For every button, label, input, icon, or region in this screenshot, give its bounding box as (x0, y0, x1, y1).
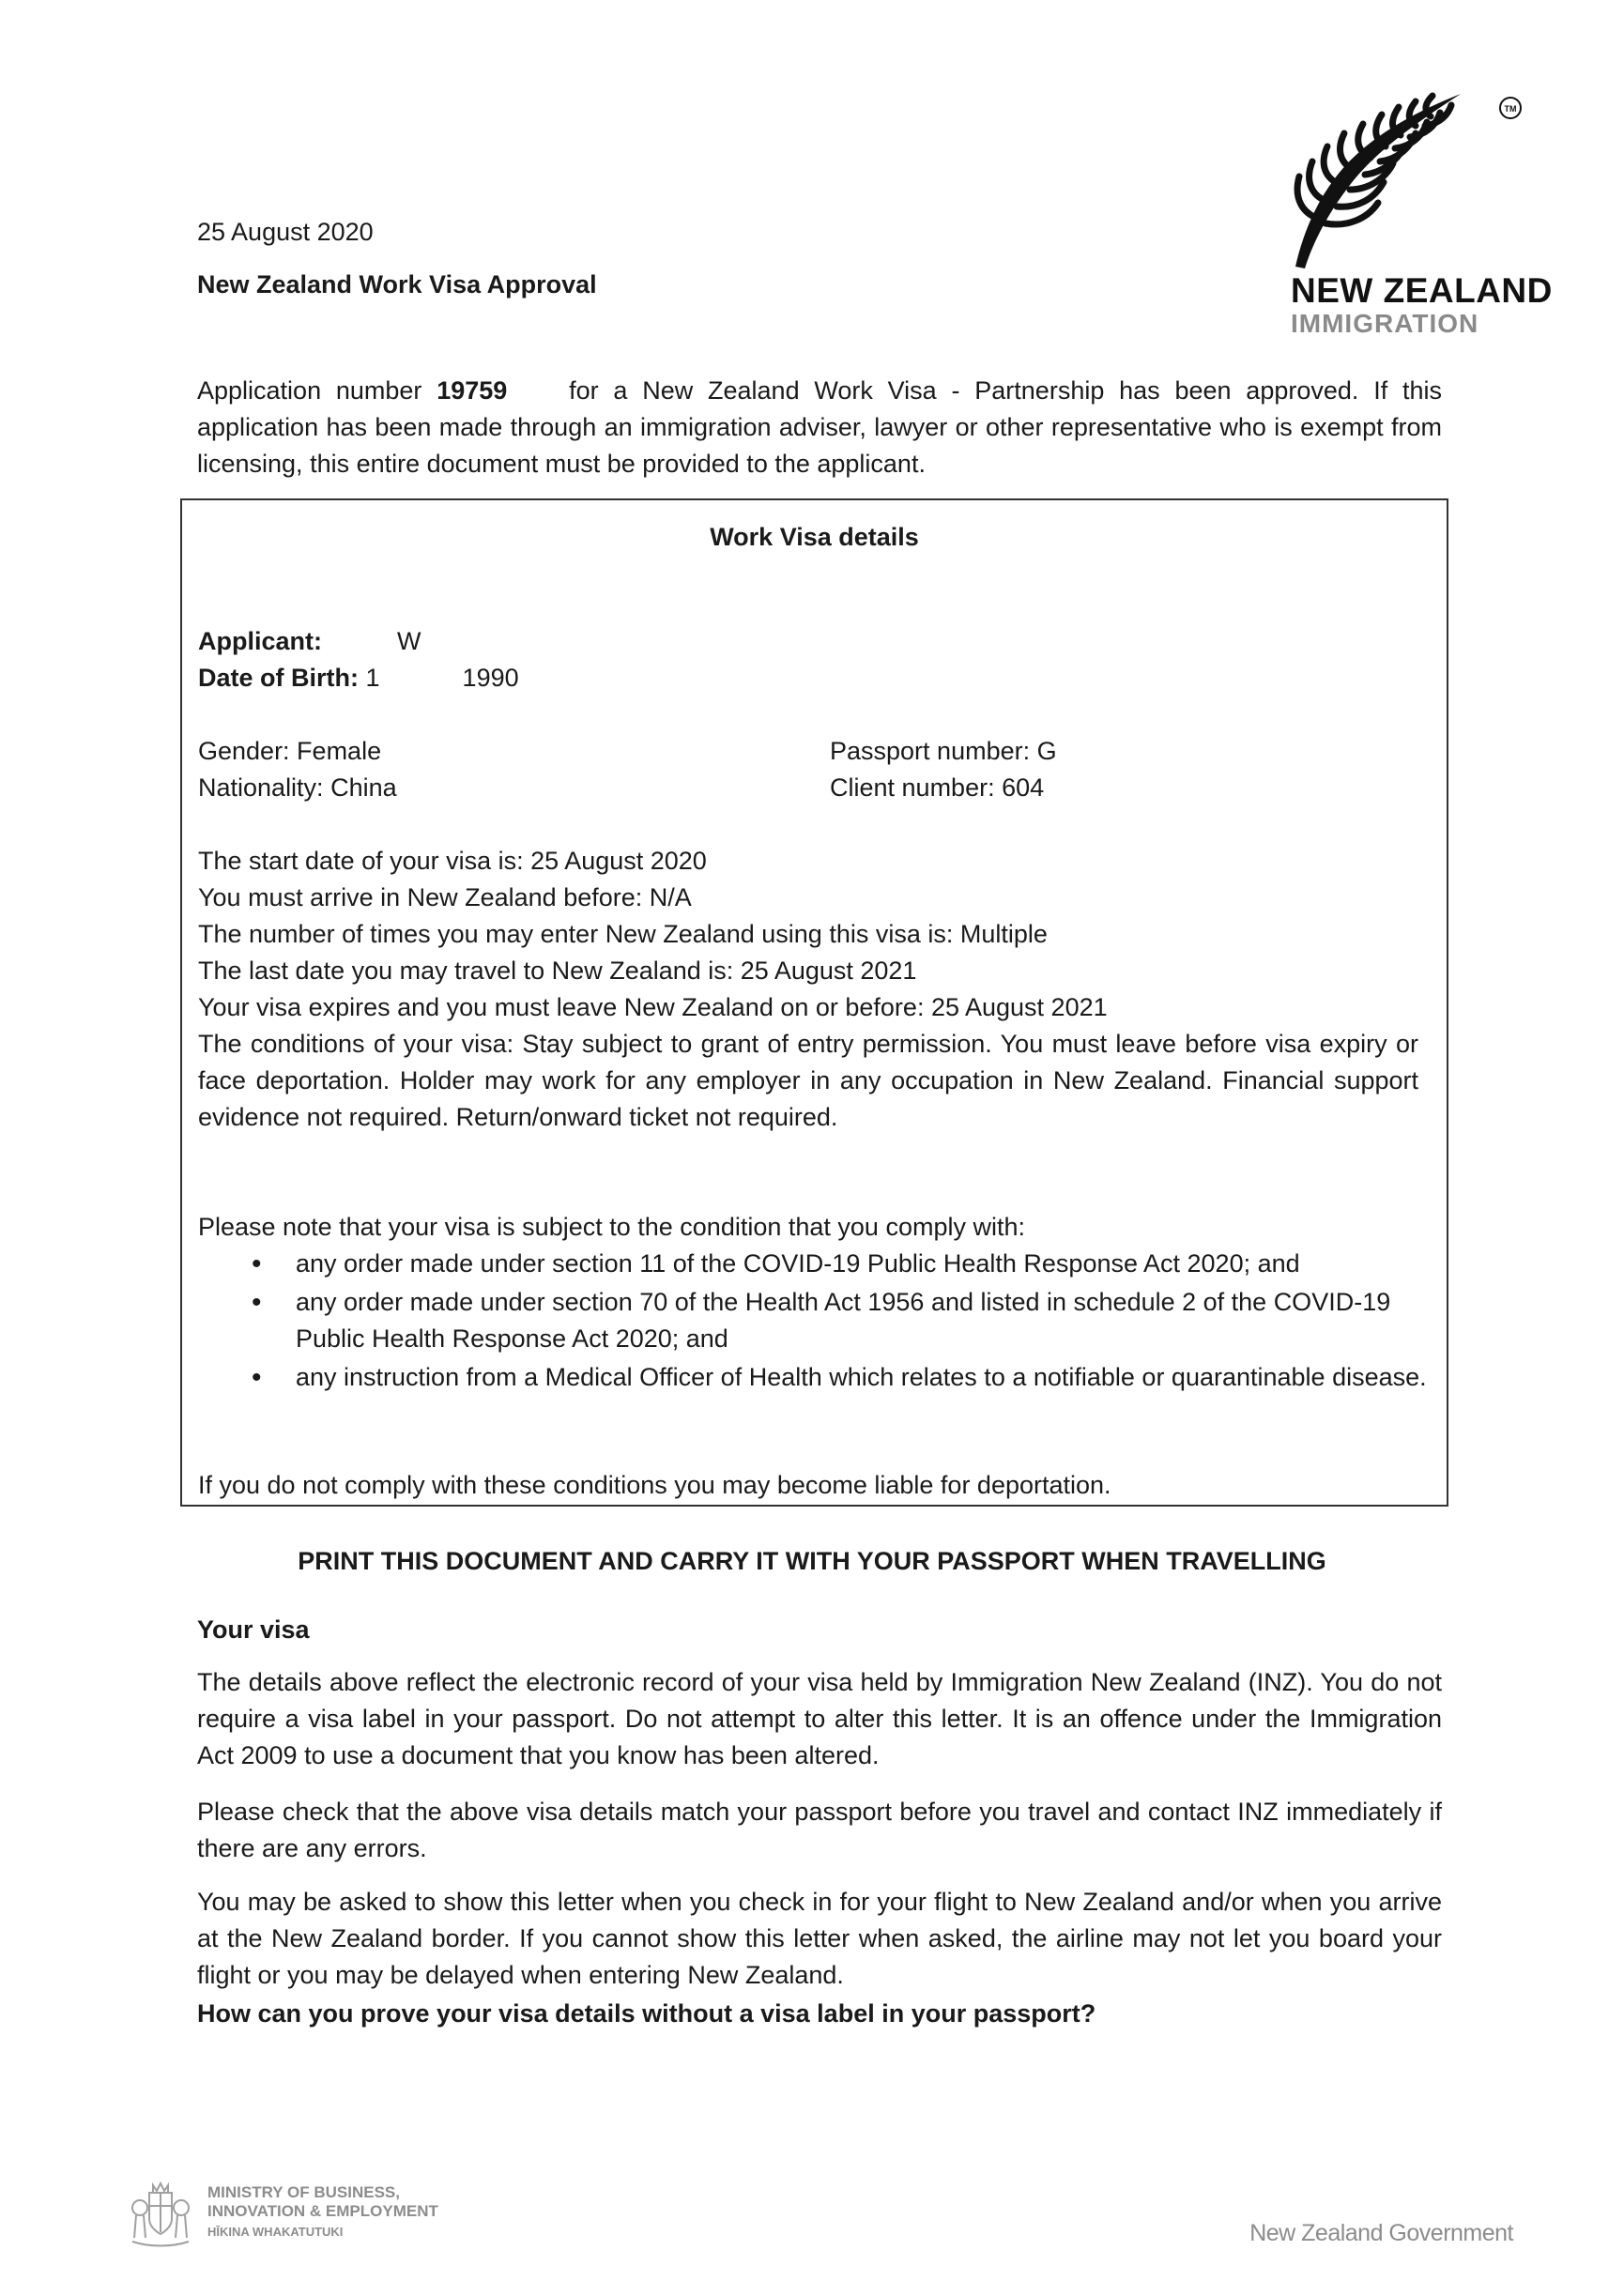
details-heading: Work Visa details (710, 523, 919, 551)
redaction (322, 631, 397, 655)
logo-text-immigration: IMMIGRATION (1291, 309, 1479, 338)
compliance-note: Please note that your visa is subject to the condition that you comply with: (198, 1213, 1025, 1241)
visa-conditions: The conditions of your visa: Stay subject to grant of entry permission. You must leave before visa expiry or face deportation. Holder may work for any employer in any occupation in New Zealand. Financial support evidence not required. Return/onward ticket not required. (198, 1030, 1418, 1131)
section-heading-question: How can you prove your visa details without a visa label in your passport? (197, 1999, 1096, 2028)
dob-value-start: 1 (365, 664, 380, 692)
paragraph: The details above reflect the electronic record of your visa held by Immigration New Zealand (INZ). You do not require a visa label in your passport. Do not attempt to alter this letter. It is an offence under the Immigration Act 2009 to use a document that you know has been altered. (197, 1668, 1442, 1769)
logo-text-new-zealand: NEW ZEALAND (1291, 271, 1553, 310)
work-visa-details-box (180, 498, 1448, 1507)
dob-label: Date of Birth: (198, 664, 359, 692)
letter-date: 25 August 2020 (197, 218, 374, 246)
bullet-icon: • (252, 1287, 262, 1318)
nationality-field: Nationality: China (198, 773, 397, 802)
passport-number-field: Passport number: G (830, 737, 1057, 765)
letter-title: New Zealand Work Visa Approval (197, 270, 597, 298)
mbie-line-3: HĪKINA WHAKATUTUKI (207, 2225, 344, 2239)
nz-government-logo: New Zealand Government (1249, 2220, 1513, 2246)
coat-of-arms-icon (127, 2180, 194, 2249)
applicant-value: W (397, 627, 421, 655)
mbie-line-1: MINISTRY OF BUSINESS, (207, 2183, 400, 2201)
paragraph: Please check that the above visa details match your passport before you travel and contact INZ immediately if there are any errors. (197, 1798, 1442, 1862)
mbie-line-2: INNOVATION & EMPLOYMENT (207, 2202, 438, 2220)
svg-text:TM: TM (1504, 104, 1517, 114)
dob-value-end: 1990 (462, 664, 519, 692)
visa-dates-list (198, 843, 1108, 1026)
mbie-logo (127, 2180, 521, 2255)
visa-date-line: The last date you may travel to New Zealand is: 25 August 2021 (198, 957, 917, 985)
application-number: 19759 (437, 376, 508, 405)
silver-fern-icon (1277, 83, 1502, 270)
visa-date-line: The number of times you may enter New Zealand using this visa is: Multiple (198, 920, 1048, 948)
list-item: • any instruction from a Medical Officer of Health which relates to a notifiable or quarantinable disease. (198, 1359, 1428, 1396)
your-visa-heading: Your visa (197, 1615, 310, 1644)
redaction (507, 380, 554, 405)
bullet-icon: • (252, 1248, 262, 1279)
applicant-label: Applicant: (198, 627, 322, 655)
print-notice: PRINT THIS DOCUMENT AND CARRY IT WITH YOUR PASSPORT WHEN TRAVELLING (298, 1547, 1326, 1575)
redaction (380, 667, 463, 692)
list-item: • any order made under section 11 of the COVID-19 Public Health Response Act 2020; and (198, 1246, 1428, 1282)
list-item: • any order made under section 70 of the Health Act 1956 and listed in schedule 2 of the COVID-19 Public Health Response Act 2020; and (198, 1284, 1428, 1357)
visa-date-line: The start date of your visa is: 25 August 2020 (198, 847, 707, 875)
applicant-row (198, 623, 421, 660)
bullet-icon: • (252, 1362, 262, 1393)
intro-paragraph: Application number 19759 for a New Zealand Work Visa - Partnership has been approved. If this application has been made through an immigration adviser, lawyer or other representative who is exempt from licensing, this entire document must be provided to the applicant. (197, 376, 1442, 478)
dob-row (198, 660, 519, 696)
visa-date-line: Your visa expires and you must leave New Zealand on or before: 25 August 2021 (198, 993, 1108, 1021)
visa-date-line: You must arrive in New Zealand before: N/A (198, 883, 692, 911)
nz-immigration-logo (1277, 83, 1553, 338)
trademark-icon (1498, 96, 1523, 120)
compliance-list (198, 1246, 1428, 1398)
paragraph: You may be asked to show this letter when you check in for your flight to New Zealand and/or when you arrive at the New Zealand border. If you cannot show this letter when asked, the airline may not let you board your flight or you may be delayed when entering New Zealand. (197, 1888, 1442, 1989)
client-number-field: Client number: 604 (830, 773, 1045, 802)
deportation-warning: If you do not comply with these conditions you may become liable for deportation. (198, 1471, 1111, 1499)
gender-field: Gender: Female (198, 737, 382, 765)
